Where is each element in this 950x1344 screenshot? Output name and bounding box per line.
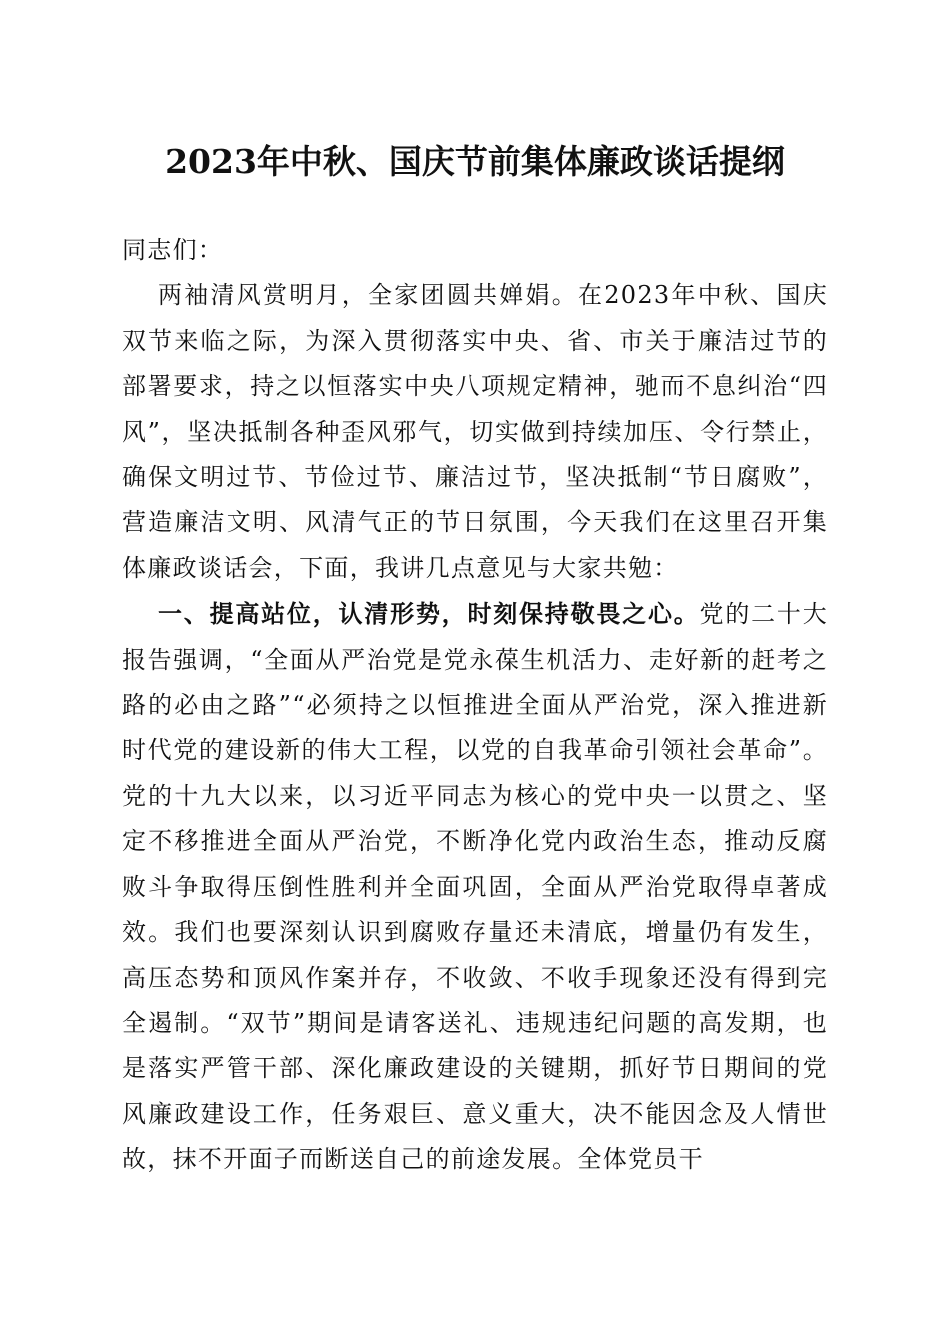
section-1-paragraph xyxy=(122,591,828,1182)
section-1-text: 党的二十大报告强调，“全面从严治党是党永葆生机活力、走好新的赶考之路的必由之路”“必须持之以恒推进全面从严治党，深入推进新时代党的建设新的伟大工程，以党的自我革命引领社会革命”。党的十九大以来，以习近平同志为核心的党中央一以贯之、坚定不移推进全面从严治党，不断净化党内政治生态，推动反腐败斗争取得压倒性胜利并全面巩固，全面从严治党取得卓著成效。我们也要深刻认识到腐败存量还未清底，增量仍有发生，高压态势和顶风作案并存，不收敛、不收手现象还没有得到完全遏制。“双节”期间是请客送礼、违规违纪问题的高发期，也是落实严管干部、深化廉政建设的关键期，抓好节日期间的党风廉政建设工作，任务艰巨、意义重大，决不能因念及人情世故，抹不开面子而断送自己的前途发展。全体党员干 xyxy=(122,600,828,1174)
document-title: 2023年中秋、国庆节前集体廉政谈话提纲 xyxy=(165,142,785,181)
salutation: 同志们： xyxy=(122,236,224,264)
section-1-heading: 一、提高站位，认清形势，时刻保持敬畏之心。 xyxy=(158,599,700,629)
document-body xyxy=(122,228,828,1183)
opening-paragraph: 两袖清风赏明月，全家团圆共婵娟。在2023年中秋、国庆双节来临之际，为深入贯彻落实中央、省、市关于廉洁过节的部署要求，持之以恒落实中央八项规定精神，驰而不息纠治“四风”，坚决抵制各种歪风邪气，切实做到持续加压、令行禁止，确保文明过节、节俭过节、廉洁过节，坚决抵制“节日腐败”，营造廉洁文明、风清气正的节日氛围，今天我们在这里召开集体廉政谈话会，下面，我讲几点意见与大家共勉： xyxy=(122,281,828,582)
